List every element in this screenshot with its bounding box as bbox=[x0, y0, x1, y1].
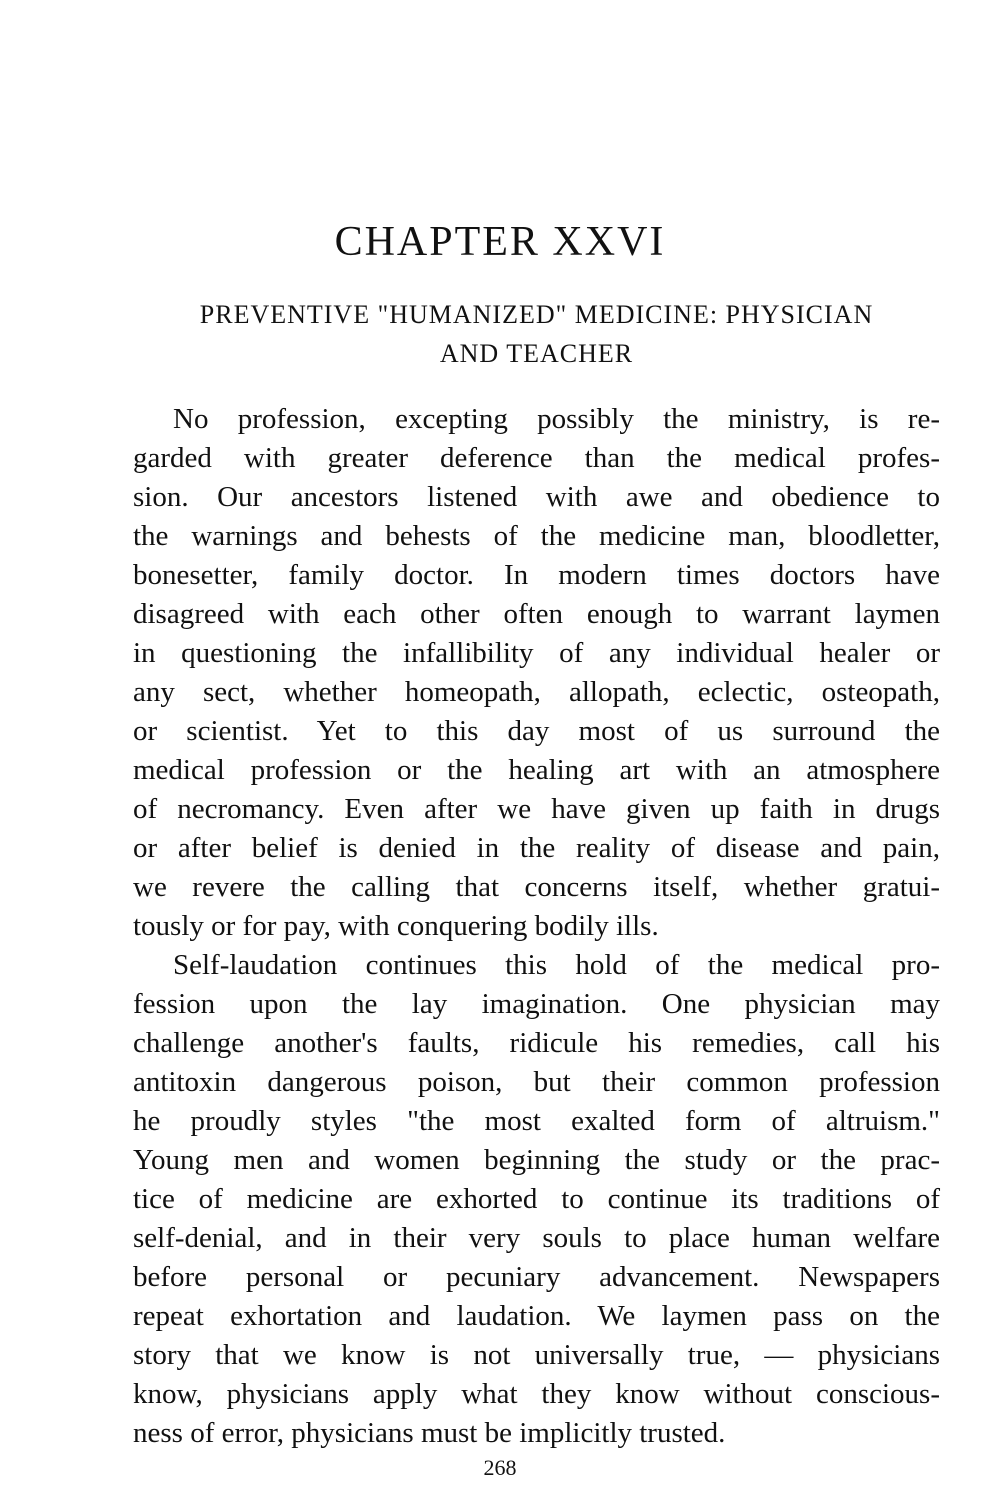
text-line: antitoxin dangerous poison, but their common profession bbox=[133, 1066, 940, 1098]
text-line: story that we know is not universally true, — physicians bbox=[133, 1339, 940, 1371]
body-text bbox=[133, 400, 940, 1453]
text-line: tice of medicine are exhorted to continue its traditions of bbox=[133, 1183, 940, 1215]
text-line: self-denial, and in their very souls to place human welfare bbox=[133, 1222, 940, 1254]
text-line: or scientist. Yet to this day most of us surround the bbox=[133, 715, 940, 747]
text-line: Self-laudation continues this hold of the medical pro- bbox=[173, 949, 940, 981]
text-line: the warnings and behests of the medicine man, bloodletter, bbox=[133, 520, 940, 552]
chapter-title: CHAPTER XXVI bbox=[334, 219, 666, 265]
text-line: we revere the calling that concerns itself, whether gratui- bbox=[133, 871, 940, 903]
text-line: of necromancy. Even after we have given up faith in drugs bbox=[133, 793, 940, 825]
page-number: 268 bbox=[483, 1455, 517, 1480]
text-line: challenge another's faults, ridicule his remedies, call his bbox=[133, 1027, 940, 1059]
text-line: disagreed with each other often enough to warrant laymen bbox=[133, 598, 940, 630]
text-line: Young men and women beginning the study or the prac- bbox=[133, 1144, 940, 1176]
text-line: any sect, whether homeopath, allopath, eclectic, osteopath, bbox=[133, 676, 940, 708]
text-line: in questioning the infallibility of any individual healer or bbox=[133, 637, 940, 669]
text-line: ness of error, physicians must be implicitly trusted. bbox=[133, 1417, 726, 1449]
text-line: fession upon the lay imagination. One physician may bbox=[133, 988, 940, 1020]
text-line: tously or for pay, with conquering bodily ills. bbox=[133, 910, 659, 942]
text-line: know, physicians apply what they know without conscious- bbox=[133, 1378, 940, 1410]
text-line: or after belief is denied in the reality of disease and pain, bbox=[133, 832, 940, 864]
text-line: sion. Our ancestors listened with awe and obedience to bbox=[133, 481, 940, 513]
text-line: medical profession or the healing art with an atmosphere bbox=[133, 754, 940, 786]
chapter-subtitle-line-2: AND TEACHER bbox=[439, 339, 634, 368]
text-line: garded with greater deference than the medical profes- bbox=[133, 442, 940, 474]
chapter-subtitle-line-1: PREVENTIVE "HUMANIZED" MEDICINE: PHYSICIAN bbox=[199, 300, 874, 329]
text-line: before personal or pecuniary advancement. Newspapers bbox=[133, 1261, 940, 1293]
text-line: bonesetter, family doctor. In modern times doctors have bbox=[133, 559, 940, 591]
text-line: repeat exhortation and laudation. We laymen pass on the bbox=[133, 1300, 940, 1332]
text-line: No profession, excepting possibly the ministry, is re- bbox=[173, 403, 940, 435]
text-line: he proudly styles "the most exalted form of altruism." bbox=[133, 1105, 940, 1137]
